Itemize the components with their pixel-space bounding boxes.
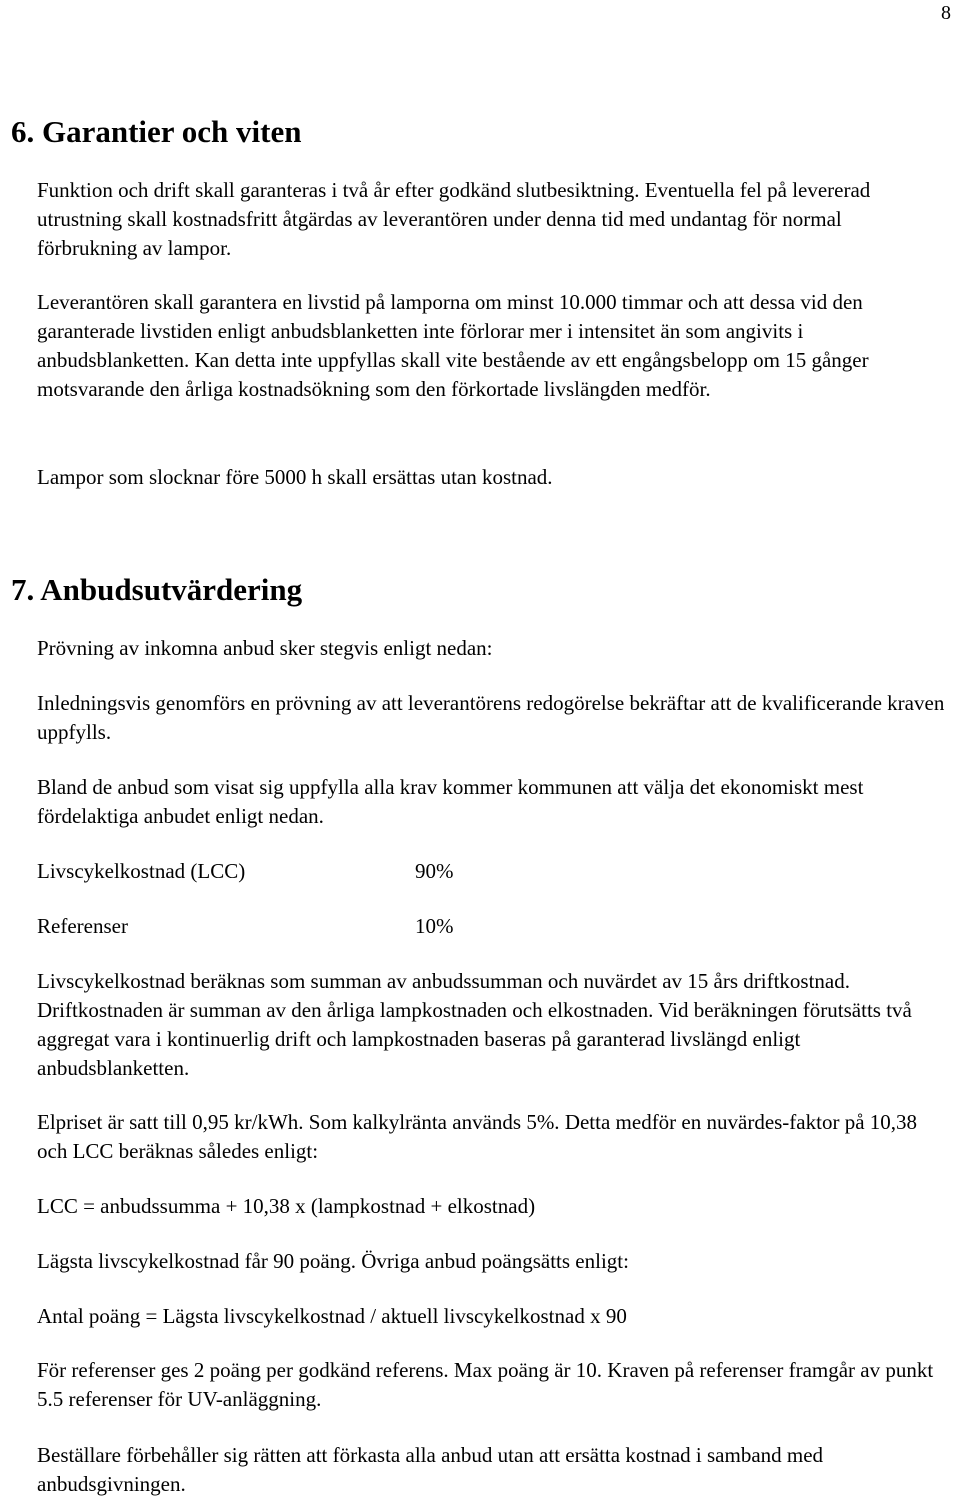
criterion-weight: 90% <box>415 859 454 883</box>
criterion-label: Referenser <box>37 914 128 938</box>
lowest-lcc-text: Lägsta livscykelkostnad får 90 poäng. <box>37 1249 356 1273</box>
page-number: 8 <box>941 2 951 24</box>
references-paragraph <box>37 1356 947 1414</box>
other-bids-text: Övriga anbud poängsätts enligt: <box>361 1249 629 1273</box>
reference-requirements-text: Kraven på referenser framgår av punkt 5.5 referenser för UV-anläggning. <box>37 1358 934 1411</box>
warranty-paragraph: Funktion och drift skall garanteras i två år efter godkänd slutbesiktning. Eventuella fel på levererad utrustning skall kostnadsfritt åtgärdas av leverantören under denna tid med undantag för normal förbrukning av lampor. <box>37 178 871 260</box>
penalty-text: Kan detta inte uppfyllas skall vite bestående av ett engångsbelopp om 15 gånger motsvarande den årliga kostnadsökning som den förkortade livslängden medför. <box>37 348 869 401</box>
lcc-definition-paragraph <box>37 967 947 1083</box>
criterion-label: Livscykelkostnad (LCC) <box>37 859 246 883</box>
reference-points-text: För referenser ges 2 poäng per godkänd referens. Max poäng är 10. <box>37 1358 603 1382</box>
electricity-price-paragraph <box>37 1108 947 1166</box>
lcc-formula: LCC = anbudssumma + 10,38 x (lampkostnad + elkostnad) <box>37 1194 536 1218</box>
replacement-paragraph: Lampor som slocknar före 5000 h skall ersättas utan kostnad. <box>37 465 553 489</box>
lamp-lifetime-paragraph <box>37 288 947 404</box>
reservation-paragraph: Beställare förbehåller sig rätten att förkasta alla anbud utan att ersätta kostnad i samband med anbudsgivningen. <box>37 1443 824 1496</box>
selection-paragraph: Bland de anbud som visat sig uppfylla alla krav kommer kommunen att välja det ekonomiskt mest fördelaktiga anbudet enligt nedan. <box>37 775 864 828</box>
section-7-heading: 7. Anbudsutvärdering <box>11 572 303 607</box>
points-formula: Antal poäng = Lägsta livscykelkostnad / aktuell livscykelkostnad x 90 <box>37 1304 627 1328</box>
present-value-factor-text: Detta medför en nuvärdes-faktor på 10,38 och LCC beräknas således enligt: <box>37 1110 918 1163</box>
scoring-paragraph <box>37 1247 947 1276</box>
lcc-definition-text: Livscykelkostnad beräknas som summan av anbudssumman och nuvärdet av 15 års driftkostnad. <box>37 969 850 993</box>
qualification-paragraph: Inledningsvis genomförs en prövning av att leverantörens redogörelse bekräftar att de kvalificerande kraven uppfylls. <box>37 691 945 744</box>
electricity-price-text: Elpriset är satt till 0,95 kr/kWh. Som kalkylränta används 5%. <box>37 1110 560 1134</box>
evaluation-intro: Prövning av inkomna anbud sker stegvis enligt nedan: <box>37 636 493 660</box>
operating-cost-text: Driftkostnaden är summan av den årliga lampkostnaden och elkostnaden. Vid beräkningen förutsätts två aggregat vara i kontinuerlig drift och lampkostnaden baseras på garanterad livslängd enligt anbudsblanketten. <box>37 998 912 1080</box>
lamp-lifetime-text: Leverantören skall garantera en livstid på lamporna om minst 10.000 timmar och att dessa vid den garanterade livstiden enligt anbudsblanketten inte förlorar mer i intensitet än som angivits i anbudsblanketten. <box>37 290 863 372</box>
criterion-lcc <box>37 857 947 886</box>
section-6-heading: 6. Garantier och viten <box>11 114 302 149</box>
criterion-references <box>37 912 947 941</box>
criterion-weight: 10% <box>415 914 454 938</box>
